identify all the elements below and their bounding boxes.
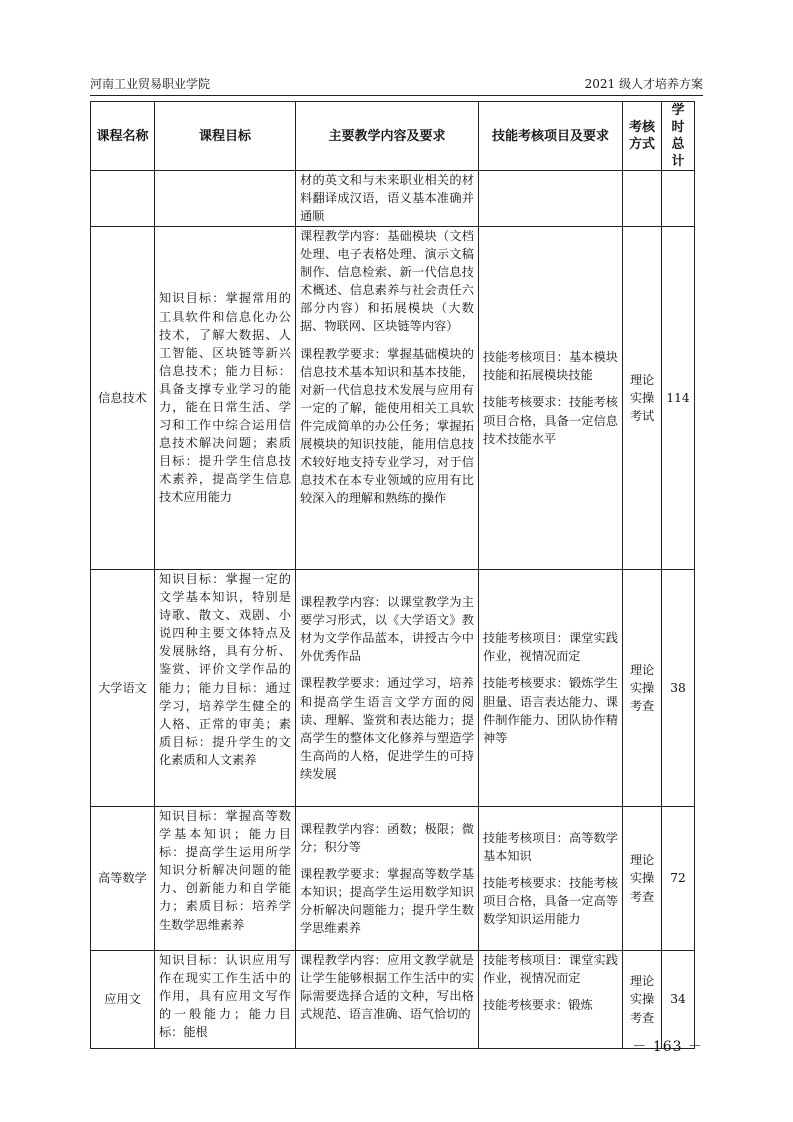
col-header-content: 主要教学内容及要求: [296, 102, 479, 171]
table-row: [91, 227, 695, 570]
document-title: 2021 级人才培养方案: [584, 77, 703, 91]
content-text: 课程教学内容：以课堂教学为主要学习形式，以《大学语文》教材为文学作品蓝本，讲授古今中外优秀作品: [300, 595, 474, 664]
assessment-mode: [623, 171, 662, 227]
course-name: 信息技术: [91, 227, 155, 570]
skill-item: 技能考核项目：基本模块技能和拓展模块技能: [483, 350, 618, 383]
col-header-skill: 技能考核项目及要求: [479, 102, 623, 171]
curriculum-table: [90, 101, 695, 1049]
skill-item: 技能考核项目：高等数学基本知识: [483, 830, 618, 863]
skill-requirements: [479, 951, 623, 1049]
total-hours: 34: [662, 951, 695, 1049]
course-content: [296, 951, 479, 1049]
content-text: 材的英文和与未来职业相关的材料翻译成汉语，语义基本准确并通顺: [300, 173, 474, 224]
course-goal: 知识目标：掌握常用的工具软件和信息化办公技术，了解大数据、人工智能、区块链等新兴信息技术；能力目标：具备支撑专业学习的能力，能在日常生活、学习和工作中综合运用信息技术解决问题；素质目标：提升学生信息技术素养，提高学生信息技术应用能力: [155, 227, 296, 570]
table-header-row: [91, 102, 695, 171]
skill-item: 技能考核项目：课堂实践作业，视情况而定: [483, 631, 618, 664]
total-hours: 72: [662, 807, 695, 951]
skill-requirements: [479, 171, 623, 227]
skill-requirement: 技能考核要求：锻炼学生胆量、语言表达能力、课件制作能力、团队协作精神等: [483, 676, 618, 745]
content-text: 课程教学内容：应用文教学就是让学生能够根据工作生活中的实际需要选择合适的文种，写出格式规范、语言准确、语气恰切的: [300, 953, 474, 1022]
course-content: [296, 171, 479, 227]
course-goal: 知识目标：掌握一定的文学基本知识，特别是诗歌、散文、戏剧、小说四种主要文体特点及发展脉络，具有分析、鉴赏、评价文学作品的能力；能力目标：通过学习，培养学生健全的人格、正常的审美；素质目标：提升学生的文化素质和人文素养: [155, 570, 296, 807]
skill-requirements: [479, 227, 623, 570]
course-content: [296, 570, 479, 807]
total-hours: 114: [662, 227, 695, 570]
table-row: [91, 807, 695, 951]
skill-requirement: 技能考核要求：锻炼: [483, 998, 593, 1013]
course-goal: 知识目标：认识应用写作在现实工作生活中的作用，具有应用文写作的一般能力；能力目标：能根: [155, 951, 296, 1049]
content-text: 课程教学内容：函数；极限；微分；积分等: [300, 821, 474, 854]
col-header-goal: 课程目标: [155, 102, 296, 171]
skill-requirements: [479, 807, 623, 951]
assessment-mode: 理论实操考查: [623, 570, 662, 807]
course-name: 大学语文: [91, 570, 155, 807]
skill-requirement: 技能考核要求：技能考核项目合格，具备一定高等数学知识运用能力: [483, 875, 618, 927]
content-requirements: 课程教学要求：掌握基础模块的信息技术基本知识和基本技能，对新一代信息技术发展与应用有一定的了解，能使用相关工具软件完成简单的办公任务；掌握拓展模块的知识技能，能用信息技术较好地支持专业学习，对于信息技术在本专业领域的应用有比较深入的理解和熟练的操作: [300, 346, 474, 506]
course-content: [296, 227, 479, 570]
content-requirements: 课程教学要求：掌握高等数学基本知识；提高学生运用数学知识分析解决问题能力；提升学生数学思维素养: [300, 866, 474, 936]
col-header-hours: 学时总计: [662, 102, 695, 171]
page-number: － 163 －: [632, 1039, 703, 1055]
col-header-name: 课程名称: [91, 102, 155, 171]
col-header-mode: 考核方式: [623, 102, 662, 171]
course-name: 应用文: [91, 951, 155, 1049]
course-goal: [155, 171, 296, 227]
school-name: 河南工业贸易职业学院: [90, 77, 211, 91]
table-row: [91, 570, 695, 807]
content-requirements: 课程教学要求：通过学习，培养和提高学生语言文学方面的阅读、理解、鉴赏和表达能力；提高学生的整体文化修养与塑造学生高尚的人格，促进学生的可持续发展: [300, 676, 474, 781]
total-hours: 38: [662, 570, 695, 807]
skill-item: 技能考核项目：课堂实践作业，视情况而定: [483, 953, 618, 986]
page-header: [90, 76, 703, 92]
assessment-mode: 理论实操考试: [623, 227, 662, 570]
skill-requirements: [479, 570, 623, 807]
skill-requirement: 技能考核要求：技能考核项目合格，具备一定信息技术技能水平: [483, 395, 618, 446]
course-name: 高等数学: [91, 807, 155, 951]
assessment-mode: 理论实操考查: [623, 951, 662, 1049]
table-row: [91, 951, 695, 1049]
total-hours: [662, 171, 695, 227]
course-goal: 知识目标：掌握高等数学基本知识；能力目标：提高学生运用所学知识分析解决问题的能力、创新能力和自学能力；素质目标：培养学生数学思维素养: [155, 807, 296, 951]
course-content: [296, 807, 479, 951]
header-rule: [90, 95, 703, 96]
course-name: [91, 171, 155, 227]
content-text: 课程教学内容：基础模块（文档处理、电子表格处理、演示文稿制作、信息检索、新一代信息技术概述、信息素养与社会责任六部分内容）和拓展模块（大数据、物联网、区块链等内容）: [300, 229, 474, 334]
table-row: [91, 171, 695, 227]
assessment-mode: 理论实操考查: [623, 807, 662, 951]
